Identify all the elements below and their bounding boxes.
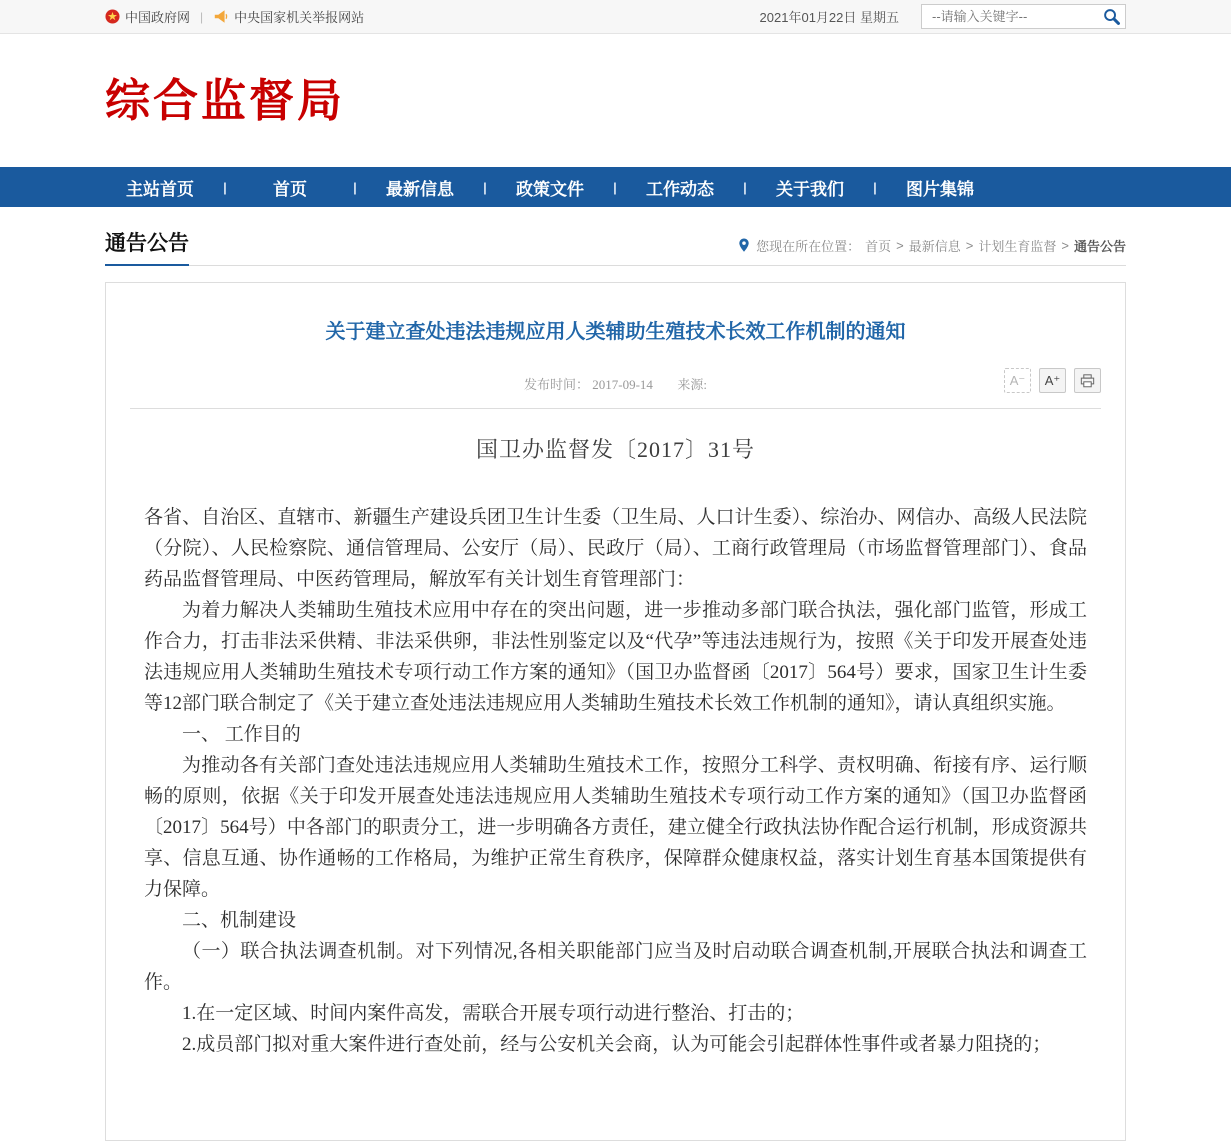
article-meta: [130, 374, 1101, 393]
nav-separator: |: [353, 179, 357, 195]
megaphone-icon: [213, 9, 229, 24]
print-button[interactable]: [1074, 368, 1101, 393]
main-nav: [0, 167, 1231, 207]
site-logo[interactable]: 综合监督局: [105, 75, 346, 126]
meta-divider: [130, 408, 1101, 409]
nav-separator: |: [483, 179, 487, 195]
article-meta-row: [130, 368, 1101, 398]
article-paragraph-2: 一、 工作目的: [182, 724, 301, 745]
nav-item-0[interactable]: 主站首页: [126, 179, 194, 199]
breadcrumb-current: 通告公告: [1073, 239, 1126, 254]
article-paragraph-3: 为推动各有关部门查处违法违规应用人类辅助生殖技术工作，按照分工科学、责权明确、衔接有序、运行顺畅的原则，依据《关于印发开展查处违法违规应用人类辅助生殖技术专项行动工作方案的通知》（国卫办监督函〔2017〕564号）中各部门的职责分工，进一步明确各方责任，建立健全行政执法协作配合运行机制，形成资源共享、信息互通、协作通畅的工作格局，为维护正常生育秩序，保障群众健康权益，落实计划生育基本国策提供有力保障。: [144, 755, 1087, 900]
search-button[interactable]: [1102, 7, 1121, 26]
article-paragraph-1: 为着力解决人类辅助生殖技术应用中存在的突出问题，进一步推动多部门联合执法，强化部门监管，形成工作合力，打击非法采供精、非法采供卵，非法性别鉴定以及“代孕”等违法违规行为，按照《关于印发开展查处违法违规应用人类辅助生殖技术专项行动工作方案的通知》（国卫办监督函〔2017〕564号）要求，国家卫生计生委等12部门联合制定了《关于建立查处违法违规应用人类辅助生殖技术长效工作机制的通知》，请认真组织实施。: [144, 600, 1087, 714]
article-paragraph-6: 1.在一定区域、时间内案件高发，需联合开展专项行动进行整治、打击的；: [182, 1003, 805, 1024]
article-paragraph-4: 二、机制建设: [182, 910, 297, 931]
nav-separator: |: [613, 179, 617, 195]
breadcrumb-label: 您现在所在位置：: [756, 239, 861, 254]
nav-item-4[interactable]: 工作动态: [646, 179, 714, 199]
publish-date: 2017-09-14: [592, 377, 653, 392]
breadcrumb-separator: >: [1061, 238, 1069, 253]
nav-item-5[interactable]: 关于我们: [776, 179, 844, 199]
top-utility-bar: [0, 0, 1231, 34]
report-site-label: 中央国家机关举报网站: [234, 10, 365, 25]
site-header: [0, 34, 1231, 167]
breadcrumb-link-1[interactable]: 最新信息: [908, 239, 961, 254]
publish-time-label: 发布时间：: [523, 377, 589, 392]
article-title: 关于建立查处违法违规应用人类辅助生殖技术长效工作机制的通知: [325, 321, 906, 343]
search-box: [921, 4, 1126, 29]
article-body: [144, 502, 1087, 1060]
breadcrumb: [737, 236, 1126, 265]
section-title: 通告公告: [105, 227, 189, 266]
article-container: [105, 282, 1126, 1141]
breadcrumb-link-0[interactable]: 首页: [865, 239, 892, 254]
document-number: 国卫办监督发〔2017〕31号: [475, 437, 755, 462]
article-paragraph-5: （一）联合执法调查机制。对下列情况,各相关职能部门应当及时启动联合调查机制,开展联合执法和调查工作。: [144, 941, 1087, 993]
breadcrumb-separator: >: [896, 238, 904, 253]
nav-separator: |: [743, 179, 747, 195]
nav-separator: |: [873, 179, 877, 195]
nav-item-6[interactable]: 图片集锦: [906, 179, 974, 199]
search-icon: [1102, 7, 1121, 26]
article-paragraph-7: 2.成员部门拟对重大案件进行查处前，经与公安机关会商，认为可能会引起群体性事件或者暴力阻挠的；: [182, 1034, 1052, 1055]
article-paragraph-0: 各省、自治区、直辖市、新疆生产建设兵团卫生计生委（卫生局、人口计生委）、综治办、网信办、高级人民法院（分院）、人民检察院、通信管理局、公安厅（局）、民政厅（局）、工商行政管理局（市场监督管理部门）、食品药品监督管理局、中医药管理局，解放军有关计划生育管理部门：: [144, 507, 1087, 590]
printer-icon: [1080, 374, 1095, 388]
national-emblem-icon: [105, 9, 120, 24]
font-decrease-button[interactable]: A⁻: [1004, 368, 1031, 393]
current-date: 2021年01月22日 星期五: [759, 10, 899, 25]
nav-item-2[interactable]: 最新信息: [386, 179, 454, 199]
nav-item-1[interactable]: 首页: [273, 179, 307, 199]
nav-item-3[interactable]: 政策文件: [516, 179, 584, 199]
gov-site-label: 中国政府网: [125, 10, 191, 25]
breadcrumb-row: [105, 227, 1126, 266]
search-input[interactable]: [930, 8, 1102, 25]
topbar-separator: |: [200, 9, 204, 24]
gov-site-link[interactable]: [105, 7, 190, 26]
nav-separator: |: [223, 179, 227, 195]
location-pin-icon: [737, 237, 751, 254]
report-site-link[interactable]: [213, 7, 364, 26]
source-label: 来源:: [677, 377, 708, 392]
breadcrumb-link-2[interactable]: 计划生育监督: [978, 239, 1057, 254]
breadcrumb-separator: >: [965, 238, 974, 253]
font-increase-button[interactable]: A⁺: [1039, 368, 1066, 393]
